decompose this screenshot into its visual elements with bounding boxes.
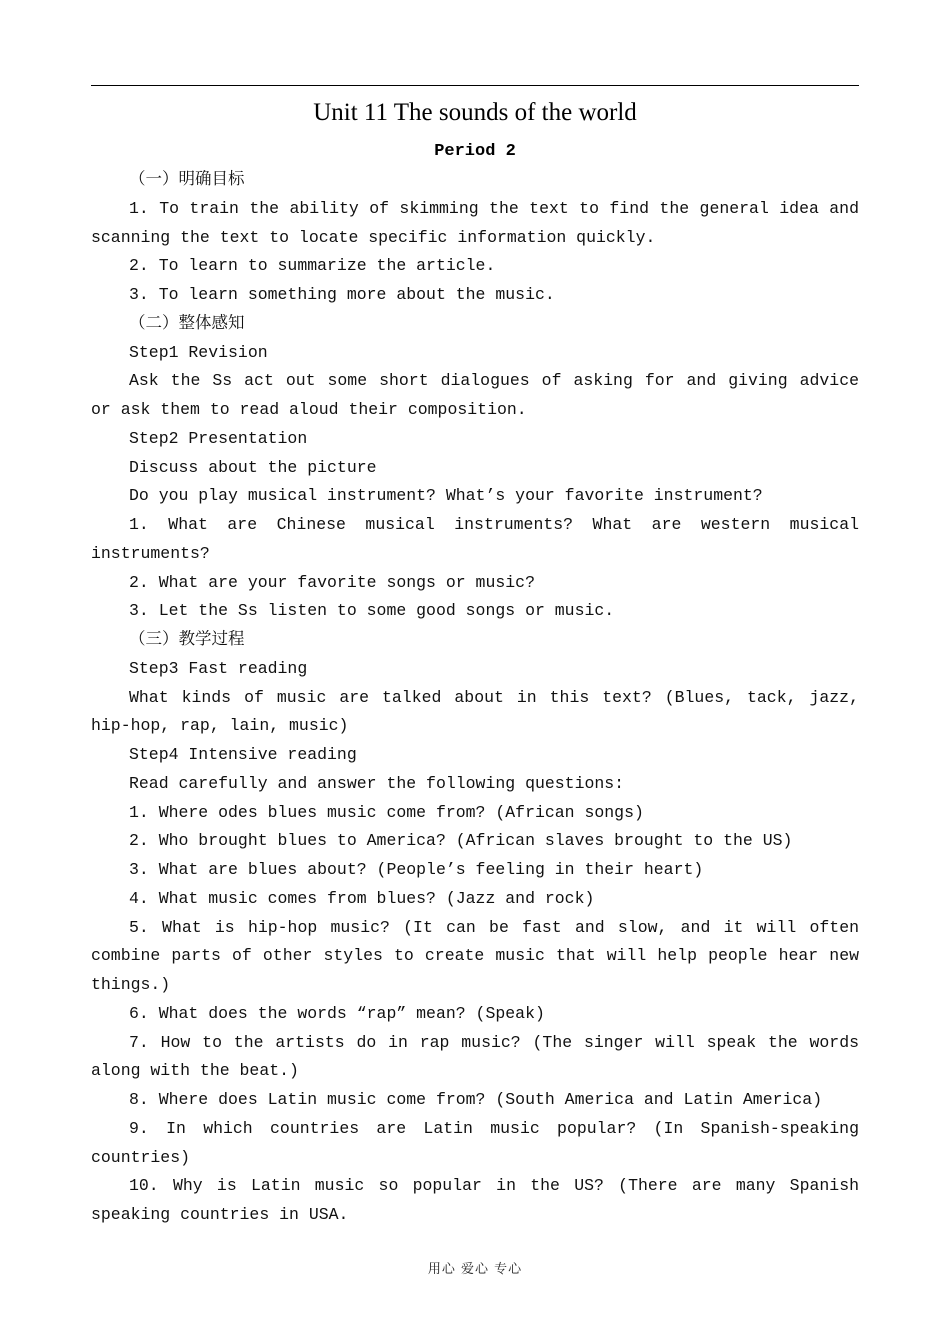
question-item: 7. How to the artists do in rap music? (The singer will speak the words along with the beat.) <box>91 1032 859 1081</box>
step-heading: Step4 Intensive reading <box>129 745 357 764</box>
step-heading: Step3 Fast reading <box>129 658 308 678</box>
question-item: 10. Why is Latin music so popular in the US? (There are many Spanish speaking countries in USA. <box>91 1176 859 1224</box>
header-rule <box>91 85 859 86</box>
paragraph: 1. To train the ability of skimming the text to find the general idea and scanning the text to locate specific information quickly. <box>91 198 859 247</box>
paragraph: 3. To learn something more about the music. <box>129 285 555 304</box>
paragraph: Ask the Ss act out some short dialogues of asking for and giving advice or ask them to read aloud their composition. <box>91 371 859 419</box>
paragraph: What kinds of music are talked about in this text? (Blues, tack, jazz, hip-hop, rap, lain, music) <box>91 687 859 736</box>
question-item: 8. Where does Latin music come from? (South America and Latin America) <box>129 1090 823 1109</box>
period-subtitle: Period 2 <box>434 142 516 161</box>
paragraph: 2. What are your favorite songs or music? <box>129 572 535 592</box>
paragraph: 3. Let the Ss listen to some good songs or music. <box>129 601 615 621</box>
paragraph: Discuss about the picture <box>129 457 377 477</box>
page-title: Unit 11 The sounds of the world <box>313 99 637 126</box>
question-item: 1. Where odes blues music come from? (African songs) <box>129 802 644 822</box>
paragraph: 2. To learn to summarize the article. <box>129 256 496 276</box>
section-heading-overview: （二）整体感知 <box>129 313 245 333</box>
paragraph: Read carefully and answer the following questions: <box>129 773 625 793</box>
question-item: 6. What does the words “rap” mean? (Speak) <box>129 1003 545 1023</box>
section-heading-goals: （一）明确目标 <box>129 170 245 189</box>
question-item: 3. What are blues about? (People’s feeling in their heart) <box>129 860 704 879</box>
question-item: 4. What music comes from blues? (Jazz and rock) <box>129 888 595 908</box>
section-heading-process: （三）教学过程 <box>129 630 245 649</box>
question-item: 9. In which countries are Latin music popular? (In Spanish-speaking countries) <box>91 1118 859 1167</box>
paragraph: 1. What are Chinese musical instruments? What are western musical instruments? <box>91 515 859 563</box>
step-heading: Step2 Presentation <box>129 428 308 448</box>
question-item: 5. What is hip-hop music? (It can be fast and slow, and it will often combine parts of other styles to create music that will help people hear new things.) <box>91 917 859 994</box>
question-item: 2. Who brought blues to America? (African slaves brought to the US) <box>129 831 793 851</box>
step-heading: Step1 Revision <box>129 342 268 362</box>
page-footer: 用心 爱心 专心 <box>427 1262 523 1277</box>
body-text <box>91 166 859 1230</box>
paragraph: Do you play musical instrument? What’s your favorite instrument? <box>129 486 763 506</box>
